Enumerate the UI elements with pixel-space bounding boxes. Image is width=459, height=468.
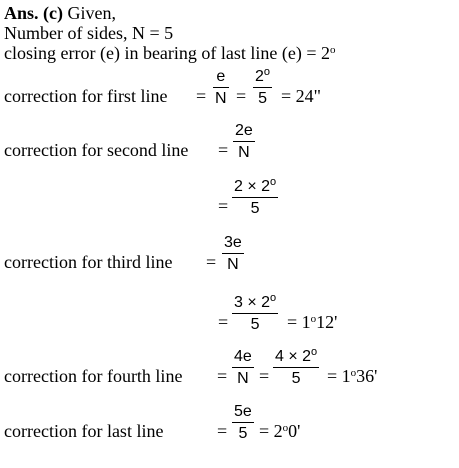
- fraction-denominator: N: [237, 370, 249, 387]
- fraction-bar: [233, 141, 255, 142]
- fraction-numerator: 5e: [234, 403, 252, 420]
- third-line-fraction-2: [232, 294, 278, 334]
- fraction-denominator: N: [227, 256, 239, 273]
- fraction-bar: [232, 197, 278, 198]
- fraction-numerator: e: [216, 68, 226, 85]
- third-line-equals-1: =: [206, 252, 217, 272]
- fraction-denominator: 5: [250, 316, 260, 333]
- last-line-label: correction for last line: [4, 421, 164, 441]
- fraction-bar: [222, 253, 244, 254]
- fraction-denominator: N: [215, 90, 227, 107]
- fraction-numerator: 4e: [234, 348, 252, 365]
- fraction-numerator: $3 \times 2^o$: [234, 292, 277, 311]
- fraction-numerator: 2$^o$: [255, 66, 271, 85]
- fraction-denominator: 5: [291, 370, 301, 387]
- third-line-equals-2: =: [218, 312, 229, 332]
- first-line-fraction-2: [253, 68, 272, 108]
- fourth-line-result: = $1^o36'$: [327, 366, 378, 386]
- fourth-line-equals-2: =: [259, 366, 270, 386]
- last-line-equals-1: =: [217, 421, 228, 441]
- fourth-line-label: correction for fourth line: [4, 366, 183, 386]
- fourth-line-fraction-1: [232, 348, 254, 388]
- last-line-result: = $2^o0'$: [259, 421, 301, 441]
- first-line-result: = 24": [281, 86, 321, 106]
- second-line-fraction-2: [232, 178, 278, 218]
- third-line-label: correction for third line: [4, 252, 173, 272]
- fraction-bar: [253, 87, 272, 88]
- fraction-denominator: 5: [238, 425, 248, 442]
- fourth-line-fraction-2: [273, 348, 319, 388]
- answer-label: Ans. (c): [4, 3, 63, 23]
- fraction-numerator: $4 \times 2^o$: [275, 346, 318, 365]
- given-text: Given,: [67, 3, 116, 23]
- degree-symbol: o: [330, 44, 336, 56]
- fraction-bar: [273, 367, 319, 368]
- first-line-label: correction for first line: [4, 86, 168, 106]
- third-line-fraction-1: [222, 234, 244, 274]
- first-line-equals-1: =: [196, 86, 207, 106]
- fraction-numerator: 3e: [224, 234, 242, 251]
- last-line-fraction-1: [232, 403, 254, 443]
- fraction-numerator: $2 \times 2^o$: [234, 176, 277, 195]
- fraction-denominator: N: [238, 144, 250, 161]
- fraction-numerator: 2e: [235, 122, 253, 139]
- answer-header: [4, 3, 116, 23]
- first-line-equals-2: =: [236, 86, 247, 106]
- fourth-line-equals-1: =: [217, 366, 228, 386]
- closing-error-line: [4, 43, 336, 63]
- second-line-fraction-1: [233, 122, 255, 162]
- fraction-bar: [232, 422, 254, 423]
- third-line-result: = $1^o12'$: [287, 312, 338, 332]
- number-of-sides-line: Number of sides, N = 5: [4, 23, 174, 43]
- second-line-label: correction for second line: [4, 140, 189, 160]
- second-line-equals-2: =: [218, 196, 229, 216]
- fraction-bar: [232, 313, 278, 314]
- fraction-bar: [232, 367, 254, 368]
- second-line-equals-1: =: [218, 140, 229, 160]
- first-line-fraction-1: [213, 68, 229, 108]
- closing-error-text: closing error (e) in bearing of last line (e) = 2: [4, 43, 331, 63]
- fraction-bar: [213, 87, 229, 88]
- fraction-denominator: 5: [250, 200, 260, 217]
- fraction-denominator: 5: [258, 90, 267, 107]
